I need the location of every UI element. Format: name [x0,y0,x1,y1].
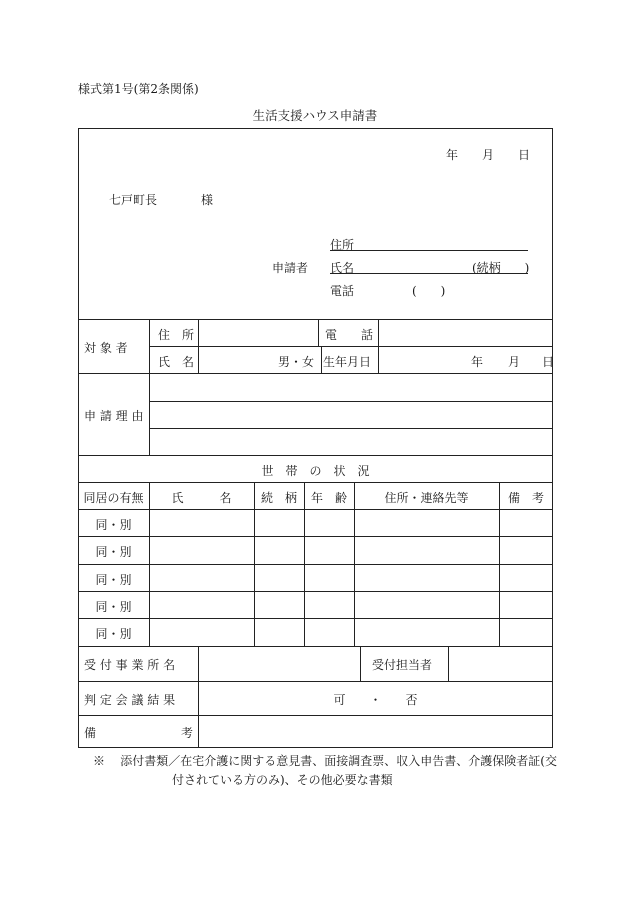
household-header-remarks: 備 考 [507,491,544,505]
subject-address-label: 住 所 [158,328,195,342]
household-row-cohabit[interactable]: 同・別 [95,518,132,532]
subject-phone-label: 電 話 [325,328,374,342]
applicant-name-label: 氏名 [330,261,355,275]
subject-birth-day: 日 [542,355,555,369]
subject-gender[interactable]: 男・女 [278,355,315,369]
decision-value[interactable]: 可 ・ 否 [333,693,418,707]
household-row-cohabit[interactable]: 同・別 [95,573,132,587]
applicant-phone-label: 電話 [330,284,355,298]
reason-label: 申 請 理 由 [84,409,144,423]
staff-label: 受付担当者 [372,658,433,672]
note-text-1: 添付書類／在宅介護に関する意見書、面接調査票、収入申告書、介護保険者証(交 [120,754,557,768]
applicant-name-field[interactable] [330,273,528,274]
household-row-cohabit[interactable]: 同・別 [95,627,132,641]
note-line-1 [93,752,557,769]
subject-birth-year: 年 [471,355,484,369]
applicant-phone-paren: ( ) [412,284,446,298]
household-row-cohabit[interactable]: 同・別 [95,545,132,559]
subject-birth-label: 生年月日 [323,355,372,369]
household-header-relation: 続 柄 [260,491,297,505]
date-month: 月 [482,148,495,162]
applicant-address-field[interactable] [330,250,528,251]
subject-birth-month: 月 [508,355,521,369]
household-section-title: 世 帯 の 状 況 [261,464,370,478]
application-form-table [78,128,553,748]
remarks-label-2: 考 [181,726,194,740]
addressee-name: 七戸町長 [109,193,158,207]
form-number: 様式第1号(第2条関係) [78,82,199,96]
household-header-age: 年 齢 [310,491,347,505]
household-header-name: 氏 名 [171,491,232,505]
office-label: 受 付 事 業 所 名 [84,658,176,672]
decision-label: 判 定 会 議 結 果 [84,693,176,707]
household-header-cohabit: 同居の有無 [83,491,144,505]
subject-label: 対 象 者 [84,341,128,355]
note-mark: ※ [93,754,106,768]
applicant-relation-label: (続柄 ) [472,261,530,275]
note-line-2: 付されている方のみ)、その他必要な書類 [172,773,393,787]
form-title: 生活支援ハウス申請書 [252,108,378,123]
addressee-honorific: 様 [201,193,214,207]
subject-name-label: 氏 名 [158,355,195,369]
applicant-address-label: 住所 [330,238,355,252]
date-year: 年 [446,148,459,162]
household-row-cohabit[interactable]: 同・別 [95,600,132,614]
applicant-label: 申請者 [272,261,309,275]
remarks-label-1: 備 [84,726,97,740]
household-header-contact: 住所・連絡先等 [384,491,469,505]
date-day: 日 [518,148,531,162]
